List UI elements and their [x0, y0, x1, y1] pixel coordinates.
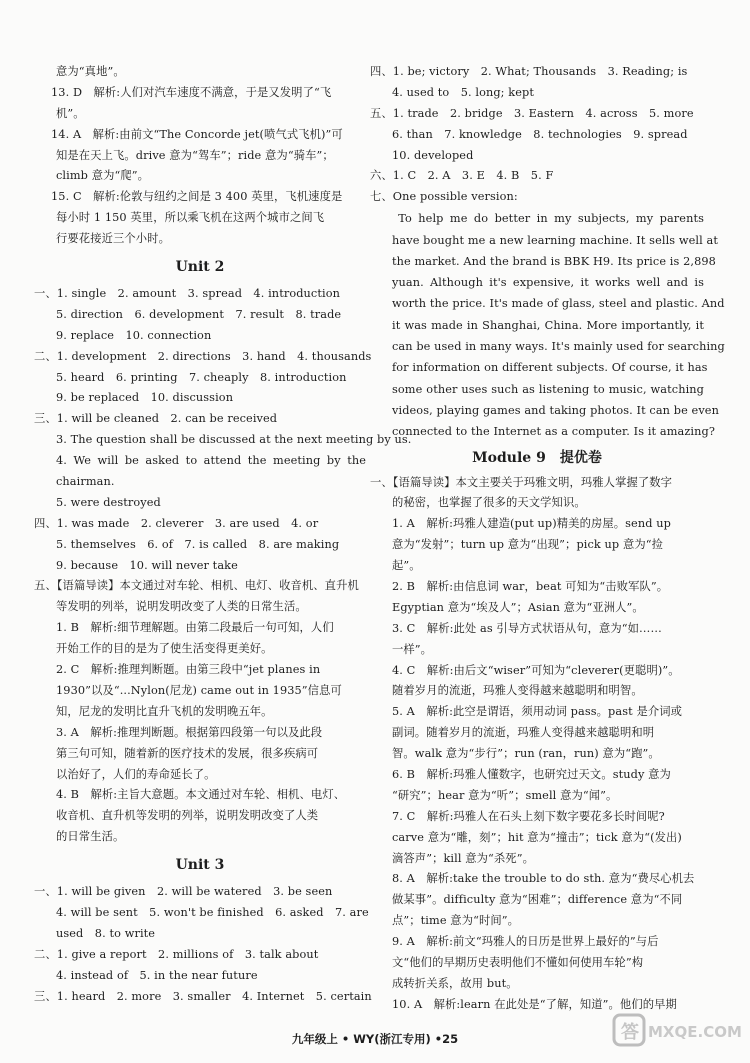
- text-line: 成转折关系，故用 but。: [392, 976, 518, 990]
- text-line: 4. instead of 5. in the near future: [56, 968, 258, 982]
- text-line: 六、1. C 2. A 3. E 4. B 5. F: [370, 169, 554, 183]
- text-line: some other uses such as listening to music, watching: [392, 382, 704, 396]
- text-line: 知，尼龙的发明比直升飞机的发明晚五年。: [56, 704, 273, 718]
- text-line: 等发明的列举，说明发明改变了人类的日常生活。: [56, 600, 307, 614]
- text-line: 做某事”。difficulty 意为“困难”；difference 意为“不同: [392, 893, 683, 907]
- text-line: videos, playing games and taking photos. It can be even: [392, 403, 719, 417]
- text-line: 一、【语篇导读】本文主要关于玛雅文明，玛雅人掌握了数字: [370, 475, 673, 489]
- text-line: 4. C 解析:由后文“wiser”可知为“cleverer(更聪明)”。: [392, 663, 680, 677]
- text-line: 9. be replaced 10. discussion: [56, 391, 234, 405]
- text-line: 以治好了，人们的寿命延长了。: [56, 767, 216, 781]
- text-line: 行要花接近三个小时。: [56, 232, 170, 246]
- text-line: 二、1. development 2. directions 3. hand 4. thousands: [34, 349, 372, 363]
- text-line: worth the price. It's made of glass, steel and plastic. And: [392, 297, 725, 311]
- text-line: 意为“发射”；turn up 意为“出现”；pick up 意为“捡: [392, 538, 664, 552]
- text-line: 3. A 解析:推理判断题。根据第四段第一句以及此段: [56, 725, 323, 739]
- text-line: 七、One possible version:: [370, 190, 518, 204]
- text-line: 文“他们的早期历史表明他们不懂如何使用车轮”构: [392, 955, 644, 969]
- text-line: 3. The question shall be discussed at the next meeting by us.: [56, 433, 412, 447]
- text-line: 2. B 解析:由信息词 war，beat 可知为“击败军队”。: [392, 579, 669, 593]
- text-line: 5. were destroyed: [56, 495, 161, 509]
- text-line: 1930”以及“...Nylon(尼龙) came out in 1935”信息可: [56, 683, 342, 697]
- text-line: 9. because 10. will never take: [56, 558, 238, 572]
- text-line: 4. We will be asked to attend the meeting by the: [56, 454, 366, 468]
- text-line: 五、【语篇导读】本文通过对车轮、相机、电灯、收音机、直升机: [34, 579, 359, 593]
- text-line: 7. C 解析:玛雅人在石头上刻下数字要花多长时间呢?: [392, 809, 665, 823]
- text-line: connected to the Internet as a computer. Is it amazing?: [392, 425, 715, 439]
- text-line: 9. A 解析:前文“玛雅人的日历是世界上最好的”与后: [392, 935, 659, 949]
- text-line: 收音机、直升机等发明的列举，说明发明改变了人类: [56, 809, 319, 823]
- text-line: 一样”。: [392, 642, 433, 656]
- text-line: 二、1. give a report 2. millions of 3. talk about: [34, 947, 319, 961]
- text-line: 知是在天上飞。drive 意为“驾车”；ride 意为“骑车”；: [56, 148, 334, 162]
- text-line: 三、1. will be cleaned 2. can be received: [34, 412, 278, 426]
- text-line: 1. B 解析:细节理解题。由第二段最后一句可知，人们: [56, 621, 334, 635]
- page-footer: 九年级上 • WY(浙江专用) •25: [291, 1032, 459, 1046]
- text-line: 15. C 解析:伦敦与纽约之间是 3 400 英里，飞机速度是: [51, 190, 343, 204]
- text-line: for information on different subjects. Of course, it has: [392, 361, 708, 375]
- text-line: 6. B 解析:玛雅人懂数字，也研究过天文。study 意为: [392, 767, 671, 781]
- text-line: 的日常生活。: [56, 830, 125, 844]
- text-line: 起”。: [392, 559, 421, 573]
- text-line: climb 意为“爬”。: [56, 169, 150, 183]
- text-line: 4. used to 5. long; kept: [392, 85, 534, 99]
- text-line: 随着岁月的流逝，玛雅人变得越来越聪明和明智。: [392, 684, 643, 698]
- text-line: it was made in Shanghai, China. More importantly, it: [392, 318, 704, 332]
- text-line: 滴答声”；kill 意为“杀死”。: [392, 851, 534, 865]
- text-line: 四、1. was made 2. cleverer 3. are used 4. or: [34, 516, 319, 530]
- text-line: 5. direction 6. development 7. result 8. trade: [56, 307, 342, 321]
- text-line: can be used in many ways. It's mainly used for searching: [392, 340, 725, 354]
- section-heading: Unit 3: [175, 857, 225, 874]
- text-line: 3. C 解析:此处 as 引导方式状语从句，意为“如……: [392, 621, 662, 635]
- text-line: 10. developed: [392, 148, 474, 162]
- text-line: 机”。: [56, 106, 85, 120]
- text-line: yuan. Although it's expensive, it works well and is: [392, 276, 704, 290]
- text-line: 的秘密，也掌握了很多的天文学知识。: [392, 496, 586, 510]
- svg-text:答: 答: [621, 1022, 639, 1043]
- text-line: 10. A 解析:learn 在此处是“了解，知道”。他们的早期: [392, 997, 677, 1011]
- text-line: 五、1. trade 2. bridge 3. Eastern 4. across 5. more: [370, 106, 694, 120]
- section-heading: Unit 2: [175, 259, 225, 276]
- text-line: “研究”；hear 意为“听”；smell 意为“闻”。: [392, 788, 618, 802]
- text-line: 4. B 解析:主旨大意题。本文通过对车轮、相机、电灯、: [56, 788, 346, 802]
- text-line: 点”；time 意为“时间”。: [392, 914, 520, 928]
- text-line: 智。walk 意为“步行”；run (ran，run) 意为“跑”。: [392, 747, 660, 761]
- text-line: 2. C 解析:推理判断题。由第三段中“jet planes in: [56, 663, 321, 677]
- text-line: used 8. to write: [56, 926, 156, 940]
- text-line: 5. themselves 6. of 7. is called 8. are making: [56, 537, 340, 551]
- text-line: 三、1. heard 2. more 3. smaller 4. Internet 5. certain: [34, 989, 372, 1003]
- svg-text:MXQE.COM: MXQE.COM: [648, 1023, 742, 1041]
- text-line: 开始工作的目的是为了使生活变得更美好。: [56, 642, 273, 656]
- text-line: 9. replace 10. connection: [56, 328, 212, 342]
- section-heading: Module 9 提优卷: [472, 449, 602, 466]
- text-line: the market. And the brand is BBK H9. Its price is 2,898: [392, 254, 716, 268]
- text-line: 1. A 解析:玛雅人建造(put up)精美的房屋。send up: [392, 517, 671, 531]
- text-line: To help me do better in my subjects, my parents: [370, 212, 704, 226]
- text-line: chairman.: [56, 475, 115, 489]
- text-line: 四、1. be; victory 2. What; Thousands 3. Reading; is: [370, 65, 688, 78]
- text-line: 副词。随着岁月的流逝，玛雅人变得越来越聪明和明: [392, 726, 655, 740]
- text-line: Egyptian 意为“埃及人”；Asian 意为“亚洲人”。: [392, 600, 644, 614]
- text-line: 意为“真地”。: [56, 65, 125, 78]
- text-line: 每小时 1 150 英里，所以乘飞机在这两个城市之间飞: [56, 211, 325, 225]
- text-line: 14. A 解析:由前文“The Concorde jet(喷气式飞机)”可: [51, 127, 343, 141]
- text-line: 13. D 解析:人们对汽车速度不满意，于是又发明了“飞: [51, 85, 332, 99]
- text-line: 4. will be sent 5. won't be finished 6. asked 7. are: [56, 905, 369, 919]
- text-line: 5. heard 6. printing 7. cheaply 8. introduction: [56, 370, 347, 384]
- right-column: [370, 62, 725, 1016]
- text-line: 8. A 解析:take the trouble to do sth. 意为“费尽心机去: [392, 872, 695, 886]
- text-line: 第三句可知，随着新的医疗技术的发展，很多疾病可: [56, 746, 319, 760]
- text-line: 一、1. will be given 2. will be watered 3. be seen: [34, 885, 333, 899]
- text-line: 一、1. single 2. amount 3. spread 4. introduction: [34, 287, 340, 301]
- text-line: carve 意为“雕，刻”；hit 意为“撞击”；tick 意为“(发出): [392, 830, 682, 844]
- text-line: 6. than 7. knowledge 8. technologies 9. spread: [392, 127, 688, 141]
- text-line: have bought me a new learning machine. It sells well at: [392, 233, 719, 247]
- text-line: 5. A 解析:此空是谓语，须用动词 pass。past 是介词或: [392, 705, 683, 719]
- watermark-logo: [612, 1007, 740, 1051]
- left-column: [34, 62, 412, 1007]
